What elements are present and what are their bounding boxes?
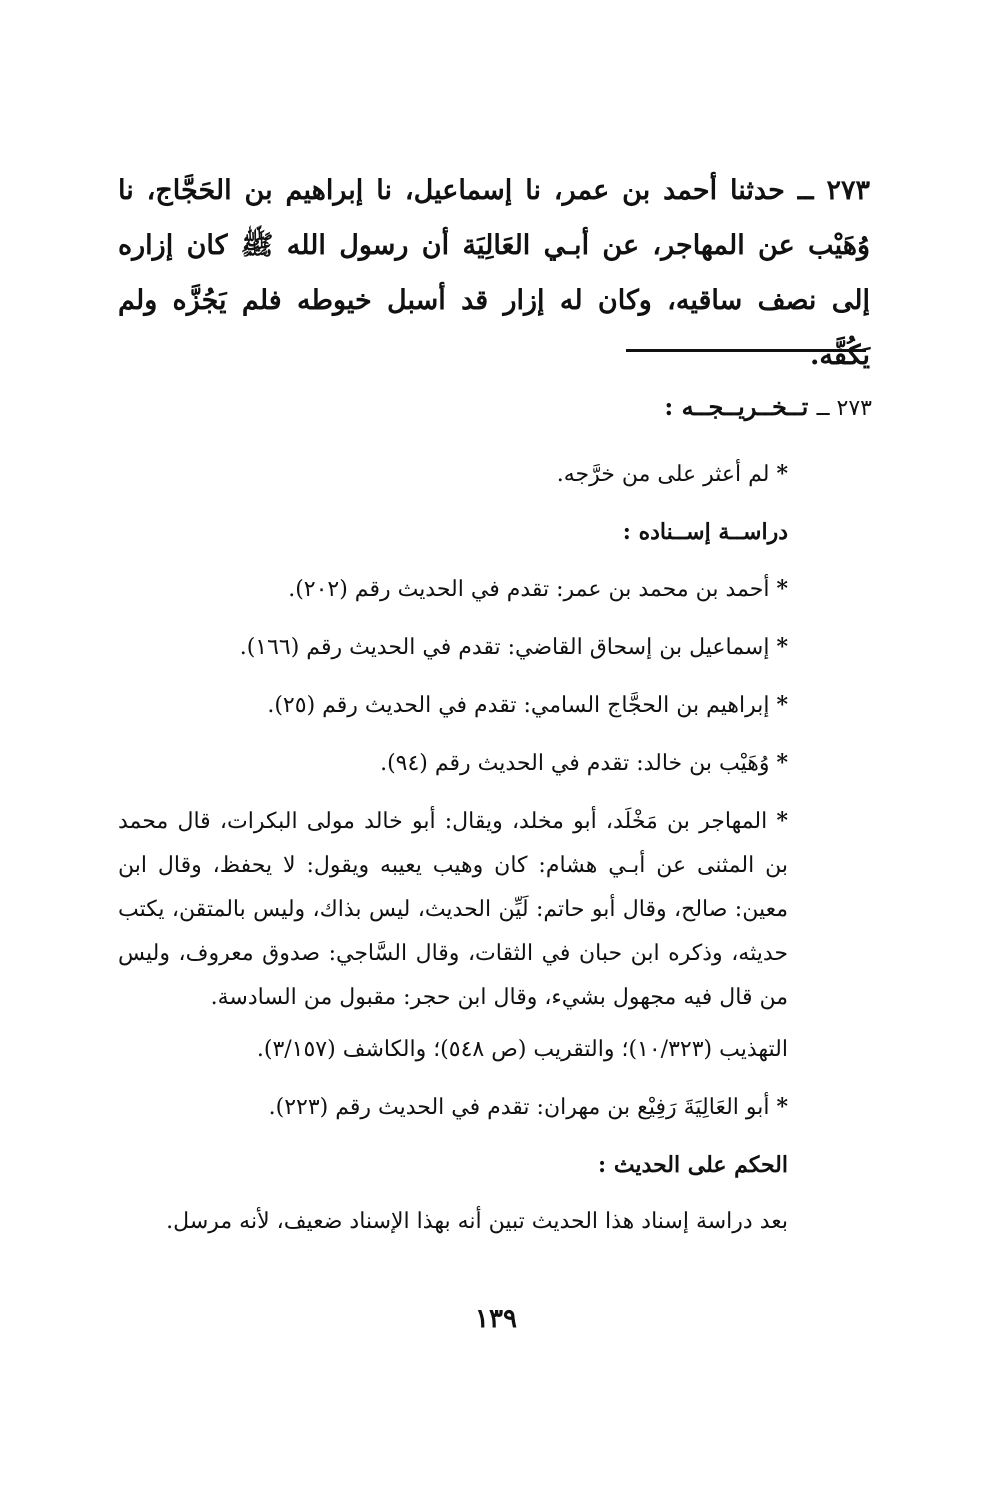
bullet-star: * <box>776 750 788 776</box>
footnotes-body <box>118 452 788 1257</box>
bullet-star: * <box>776 808 788 834</box>
sources-line: التهذيب (١٠/٣٢٣)؛ والتقريب (ص ٥٤٨)؛ والكاشف (٣/١٥٧). <box>256 1037 788 1062</box>
hukm-heading: الحكم على الحديث : <box>598 1152 788 1178</box>
takhrij-item <box>118 452 788 497</box>
takhrij-item-text: لم أعثر على من خرَّجه. <box>556 462 770 487</box>
footnote-number: ٢٧٣ ــ <box>816 396 872 421</box>
page-number: ١٣٩ <box>475 1304 517 1334</box>
narrator-item <box>118 741 788 786</box>
footnote-separator <box>626 349 866 352</box>
bullet-star: * <box>776 634 788 660</box>
takhrij-heading: تــخــريــجــه : <box>664 392 809 421</box>
hadith-body: حدثنا أحمد بن عمر، نا إسماعيل، نا إبراهيم بن الحَجَّاج، نا وُهَيْب عن المهاجر، عن أبـي العَالِيَة أن رسول الله ﷺ كان إزاره إلى نصف ساقيه، وكان له إزار قد أسبل خيوطه فلم يَجُزَّه ولم يَكُفَّه. <box>118 175 870 371</box>
narrator-item <box>118 683 788 728</box>
narrator-text: إبراهيم بن الحجَّاج السامي: تقدم في الحديث رقم (٢٥). <box>267 693 770 718</box>
hukm-text: بعد دراسة إسناد هذا الحديث تبين أنه بهذا الإسناد ضعيف، لأنه مرسل. <box>166 1209 788 1234</box>
muhajir-paragraph <box>118 799 788 1020</box>
narrator-item <box>118 567 788 612</box>
bullet-star: * <box>776 576 788 602</box>
bullet-star: * <box>776 1094 788 1120</box>
narrator-text: إسماعيل بن إسحاق القاضي: تقدم في الحديث رقم (١٦٦). <box>239 635 770 660</box>
hadith-number: ٢٧٣ ــ <box>797 175 870 206</box>
narrator-text: أحمد بن محمد بن عمر: تقدم في الحديث رقم (٢٠٢). <box>288 577 770 602</box>
muhajir-text: المهاجر بن مَخْلَد، أبو مخلد، ويقال: أبو خالد مولى البكرات، قال محمد بن المثنى عن أبـي هشام: كان وهيب يعيبه ويقول: لا يحفظ، وقال ابن معين: صالح، وقال أبو حاتم: لَيِّن الحديث، ليس بذاك، وليس بالمتقن، يكتب حديثه، وذكره ابن حبان في الثقات، وقال السَّاجي: صدوق معروف، وليس من قال فيه مجهول بشيء، وقال ابن حجر: مقبول من السادسة. <box>118 809 788 1010</box>
bullet-star: * <box>776 461 788 487</box>
narrator-item <box>118 625 788 670</box>
takhrij-heading-line <box>540 392 872 421</box>
bullet-star: * <box>776 692 788 718</box>
narrator-item <box>118 1085 788 1130</box>
isnad-heading: دراســة إســناده : <box>622 519 788 545</box>
abu-aliya-text: أبو العَالِيَةَ رَفِيْع بن مهران: تقدم في الحديث رقم (٢٢٣). <box>268 1095 770 1120</box>
narrator-text: وُهَيْب بن خالد: تقدم في الحديث رقم (٩٤). <box>380 751 770 776</box>
